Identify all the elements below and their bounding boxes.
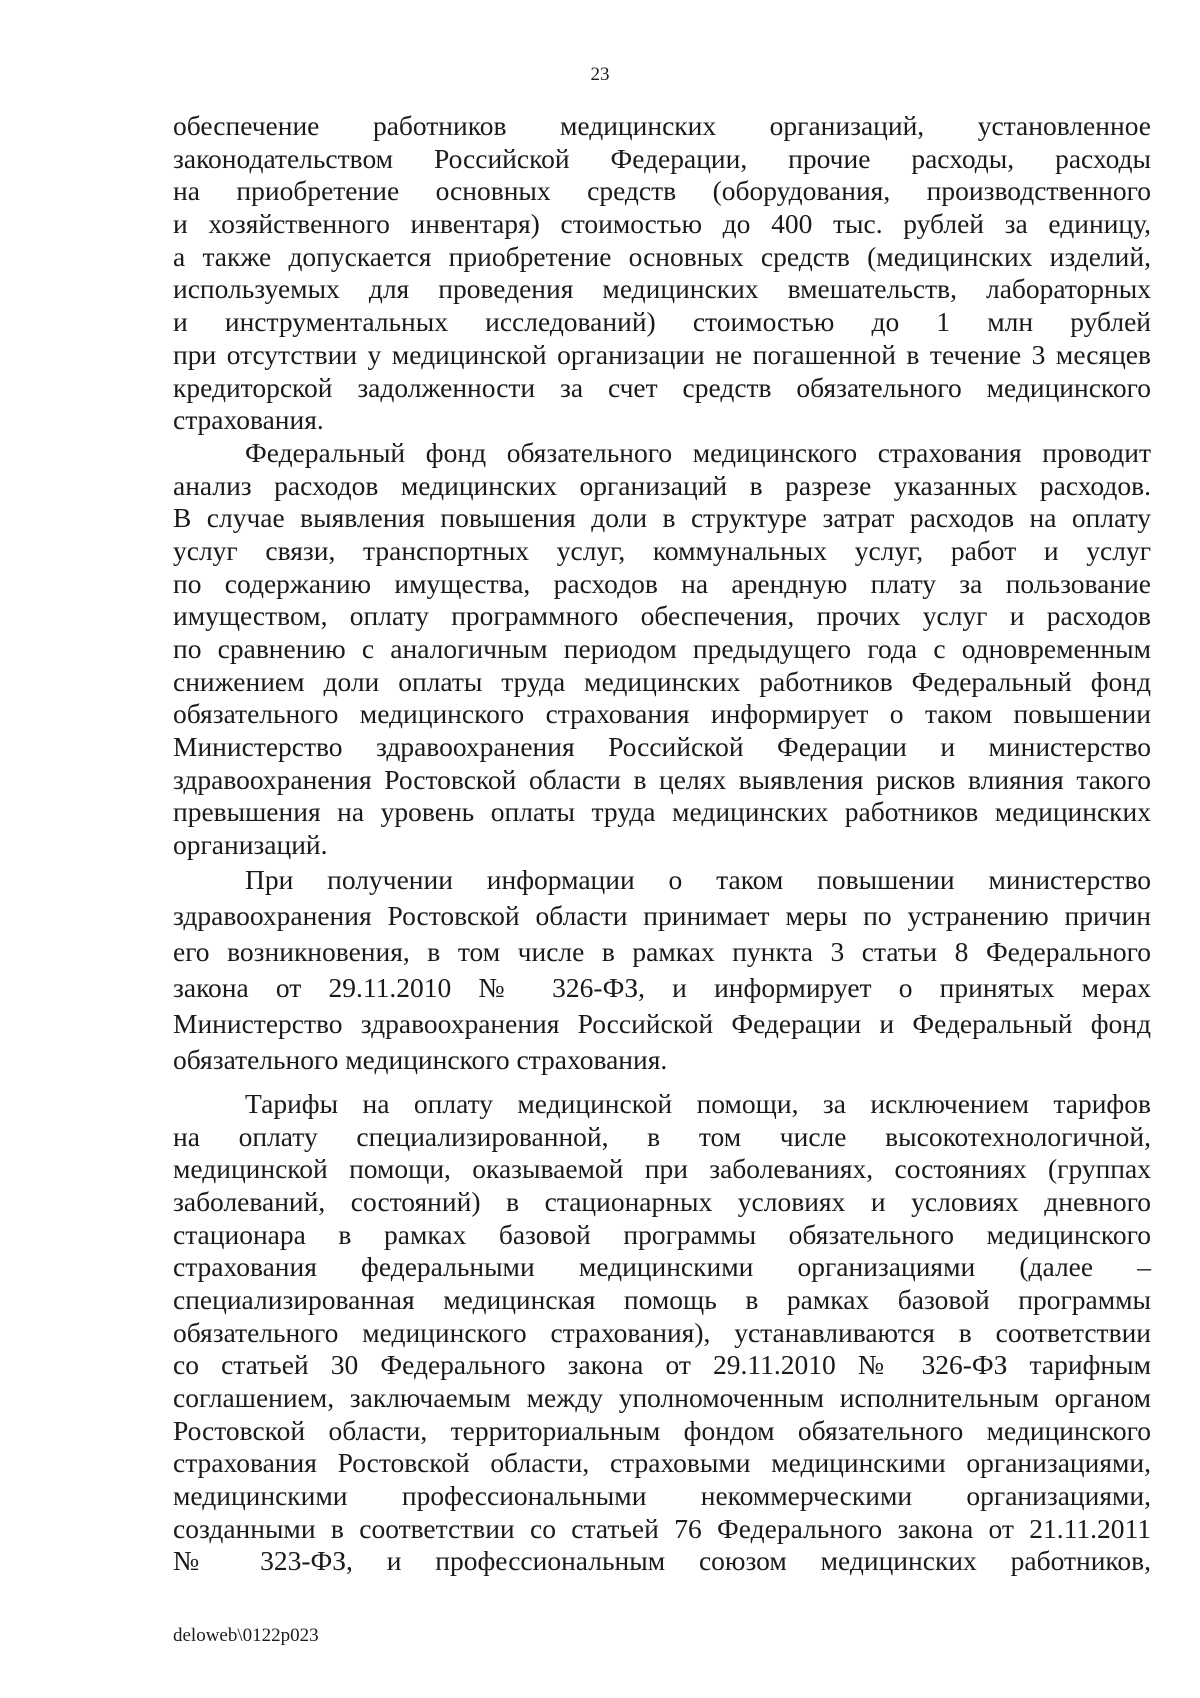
text-line: на оплату специализированной, в том числе высокотехнологичной,	[173, 1120, 1151, 1152]
text-line: при отсутствии у медицинской организации не погашенной в течение 3 месяцев	[173, 338, 1151, 370]
text-line: Министерство здравоохранения Российской Федерации и министерство	[173, 731, 1151, 763]
paragraph-1	[173, 110, 1151, 437]
text-line: его возникновения, в том числе в рамках пункта 3 статьи 8 Федерального	[173, 935, 1151, 967]
text-line: При получении информации о таком повышении министерство	[245, 863, 1151, 895]
page-number: 23	[590, 64, 610, 85]
text-line: Тарифы на оплату медицинской помощи, за исключением тарифов	[245, 1087, 1151, 1119]
text-line: соглашением, заключаемым между уполномоченным исполнительным органом	[173, 1382, 1151, 1413]
text-line: стационара в рамках базовой программы обязательного медицинского	[173, 1218, 1151, 1250]
text-line: законодательством Российской Федерации, прочие расходы, расходы	[173, 142, 1151, 174]
paragraph-3	[173, 862, 1151, 1078]
text-line: здравоохранения Ростовской области принимает меры по устранению причин	[173, 899, 1151, 931]
text-line: специализированная медицинская помощь в рамках базовой программы	[173, 1283, 1151, 1315]
text-line: имуществом, оплату программного обеспечения, прочих услуг и расходов	[173, 600, 1151, 632]
text-line: страхования Ростовской области, страховыми медицинскими организациями,	[173, 1447, 1151, 1479]
text-line: заболеваний, состояний) в стационарных условиях и условиях дневного	[173, 1185, 1151, 1217]
text-line: и хозяйственного инвентаря) стоимостью до 400 тыс. рублей за единицу,	[173, 208, 1151, 240]
text-line: созданными в соответствии со статьей 76 Федерального закона от 21.11.2011	[173, 1512, 1151, 1544]
text-line: снижением доли оплаты труда медицинских работников Федеральный фонд	[173, 665, 1151, 697]
text-line: по сравнению с аналогичным периодом предыдущего года с одновременным	[173, 633, 1151, 664]
text-line: медицинской помощи, оказываемой при заболеваниях, состояниях (группах	[173, 1153, 1151, 1185]
text-line: превышения на уровень оплаты труда медицинских работников медицинских	[173, 796, 1151, 828]
text-line: обязательного медицинского страхования), устанавливаются в соответствии	[173, 1316, 1151, 1348]
text-line: Федеральный фонд обязательного медицинского страхования проводит	[245, 436, 1151, 468]
text-line: обеспечение работников медицинских организаций, установленное	[173, 110, 1151, 141]
text-line: В случае выявления повышения доли в структуре затрат расходов на оплату	[173, 502, 1151, 534]
text-line: кредиторской задолженности за счет средств обязательного медицинского	[173, 371, 1151, 403]
text-line: со статьей 30 Федерального закона от 29.11.2010 № 326-ФЗ тарифным	[173, 1349, 1151, 1381]
document-footer-code: deloweb\0122p023	[173, 1625, 319, 1646]
document-body	[173, 110, 1151, 1578]
text-line: Ростовской области, территориальным фондом обязательного медицинского	[173, 1414, 1151, 1446]
paragraph-4	[173, 1088, 1151, 1578]
text-line: и инструментальных исследований) стоимостью до 1 млн рублей	[173, 306, 1151, 338]
text-line: обязательного медицинского страхования.	[173, 1043, 668, 1075]
text-line: Министерство здравоохранения Российской Федерации и Федеральный фонд	[173, 1007, 1151, 1039]
text-line: страхования федеральными медицинскими организациями (далее –	[173, 1251, 1151, 1283]
text-line: услуг связи, транспортных услуг, коммунальных услуг, работ и услуг	[173, 534, 1151, 566]
text-line: по содержанию имущества, расходов на арендную плату за пользование	[173, 567, 1151, 599]
text-line: обязательного медицинского страхования информирует о таком повышении	[173, 698, 1151, 730]
text-line: здравоохранения Ростовской области в целях выявления рисков влияния такого	[173, 763, 1151, 795]
text-line: на приобретение основных средств (оборудования, производственного	[173, 175, 1151, 207]
text-line: закона от 29.11.2010 № 326-ФЗ, и информирует о принятых мерах	[173, 971, 1151, 1003]
text-line: используемых для проведения медицинских вмешательств, лабораторных	[173, 273, 1151, 305]
text-line: анализ расходов медицинских организаций в разрезе указанных расходов.	[173, 469, 1151, 501]
text-line: а также допускается приобретение основных средств (медицинских изделий,	[173, 240, 1151, 272]
text-line: организаций.	[173, 829, 328, 861]
text-line: медицинскими профессиональными некоммерческими организациями,	[173, 1480, 1151, 1512]
text-line: № 323-ФЗ, и профессиональным союзом медицинских работников,	[173, 1545, 1151, 1577]
text-line: страхования.	[173, 404, 324, 436]
paragraph-2	[173, 437, 1151, 862]
